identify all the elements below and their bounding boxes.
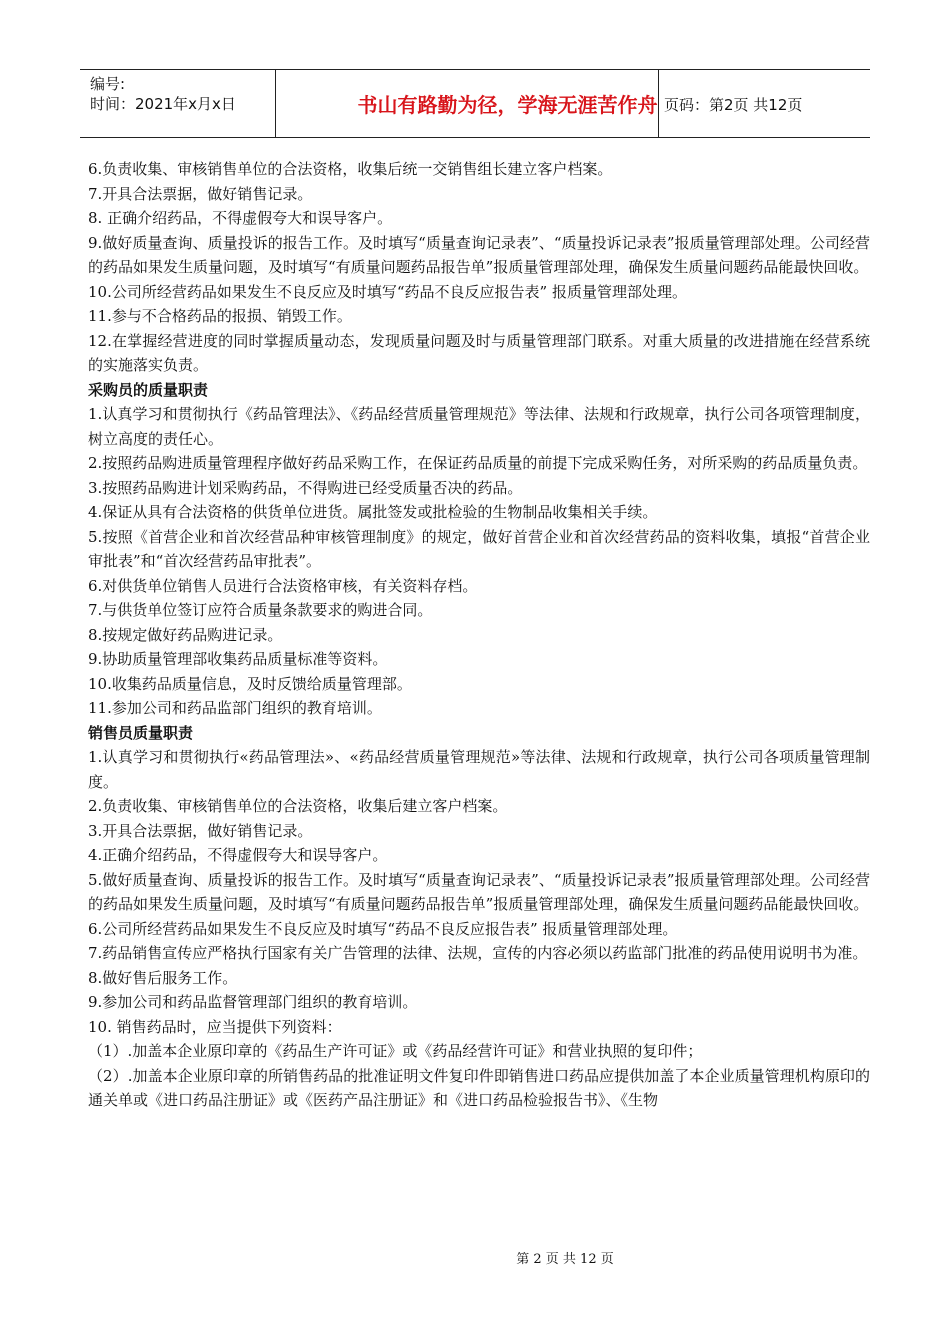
paragraph: 7.与供货单位签订应符合质量条款要求的购进合同。: [88, 601, 433, 619]
paragraph: 3.开具合法票据，做好销售记录。: [88, 821, 313, 840]
paragraph: 9.做好质量查询、质量投诉的报告工作。及时填写“质量查询记录表”、“质量投诉记录表”报质量管理部处理。公司经营的药品如果发生质量问题，及时填写“有质量问题药品报告单”报质量管理部处理，确保发生质量问题药品能最快回收。: [88, 233, 870, 276]
paragraph: 10. 销售药品时，应当提供下列资料：: [88, 1017, 342, 1036]
paragraph: 2.负责收集、审核销售单位的合法资格，收集后建立客户档案。: [88, 797, 508, 815]
paragraph: 7.药品销售宣传应严格执行国家有关广告管理的法律、法规，宣传的内容必须以药监部门批准的药品使用说明书为准。: [88, 944, 868, 962]
paragraph: 4.正确介绍药品，不得虚假夸大和误导客户。: [88, 846, 388, 864]
paragraph: 5.按照《首营企业和首次经营品种审核管理制度》的规定，做好首营企业和首次经营药品的资料收集，填报“首营企业审批表”和“首次经营药品审批表”。: [88, 527, 870, 570]
paragraph: 8.按规定做好药品购进记录。: [88, 625, 283, 644]
paragraph: 6.公司所经营药品如果发生不良反应及时填写“药品不良反应报告表” 报质量管理部处理。: [88, 919, 678, 938]
paragraph: 10.公司所经营药品如果发生不良反应及时填写“药品不良反应报告表” 报质量管理部处理。: [88, 282, 687, 301]
section-title-seller: 销售员质量职责: [88, 723, 194, 742]
paragraph: （1）.加盖本企业原印章的《药品生产许可证》或《药品经营许可证》和营业执照的复印件；: [88, 1042, 703, 1060]
time-label: 时间：2021年x月x日: [90, 95, 236, 113]
paragraph: 6.对供货单位销售人员进行合法资格审核，有关资料存档。: [88, 576, 478, 595]
paragraph: 6.负责收集、审核销售单位的合法资格，收集后统一交销售组长建立客户档案。: [88, 160, 613, 178]
header-divider: [275, 70, 276, 137]
header-motto: 书山有路勤为径，学海无涯苦作舟: [357, 93, 658, 117]
paragraph: 1.认真学习和贯彻执行《药品管理法》、《药品经营质量管理规范》等法律、法规和行政规章，执行公司各项管理制度，树立高度的责任心。: [88, 405, 870, 448]
paragraph: 7.开具合法票据，做好销售记录。: [88, 184, 313, 203]
page-header: [80, 69, 870, 138]
paragraph: 12.在掌握经营进度的同时掌握质量动态，发现质量问题及时与质量管理部门联系。对重大质量的改进措施在经营系统的实施落实负责。: [88, 331, 870, 374]
paragraph: 9.协助质量管理部收集药品质量标准等资料。: [88, 650, 388, 668]
section-title-purchaser: 采购员的质量职责: [88, 380, 209, 399]
paragraph: 8. 正确介绍药品，不得虚假夸大和误导客户。: [88, 209, 393, 227]
header-meta: [90, 74, 236, 114]
paragraph: 3.按照药品购进计划采购药品，不得购进已经受质量否决的药品。: [88, 478, 523, 497]
paragraph: 9.参加公司和药品监督管理部门组织的教育培训。: [88, 993, 418, 1011]
paragraph: 10.收集药品质量信息，及时反馈给质量管理部。: [88, 674, 412, 693]
paragraph: 8.做好售后服务工作。: [88, 968, 238, 987]
paragraph: 2.按照药品购进质量管理程序做好药品采购工作，在保证药品质量的前提下完成采购任务，对所采购的药品质量负责。: [88, 454, 868, 472]
paragraph: 11.参加公司和药品监部门组织的教育培训。: [88, 699, 382, 717]
paragraph: 11.参与不合格药品的报损、销毁工作。: [88, 307, 352, 325]
paragraph: 4.保证从具有合法资格的供货单位进货。属批签发或批检验的生物制品收集相关手续。: [88, 503, 658, 521]
page-footer: 第 2 页 共 12 页: [516, 1252, 614, 1267]
paragraph: 1.认真学习和贯彻执行«药品管理法»、«药品经营质量管理规范»等法律、法规和行政规章，执行公司各项质量管理制度。: [88, 748, 870, 791]
header-page-info: 页码：第2页 共12页: [664, 96, 803, 114]
document-body: [88, 157, 870, 1113]
paragraph: 5.做好质量查询、质量投诉的报告工作。及时填写“质量查询记录表”、“质量投诉记录表”报质量管理部处理。公司经营的药品如果发生质量问题，及时填写“有质量问题药品报告单”报质量管理部处理，确保发生质量问题药品能最快回收。: [88, 870, 870, 913]
paragraph: （2）.加盖本企业原印章的所销售药品的批准证明文件复印件即销售进口药品应提供加盖了本企业质量管理机构原印的通关单或《进口药品注册证》或《医药产品注册证》和《进口药品检验报告书》、《生物: [88, 1066, 870, 1109]
number-label: 编号:: [90, 75, 126, 93]
